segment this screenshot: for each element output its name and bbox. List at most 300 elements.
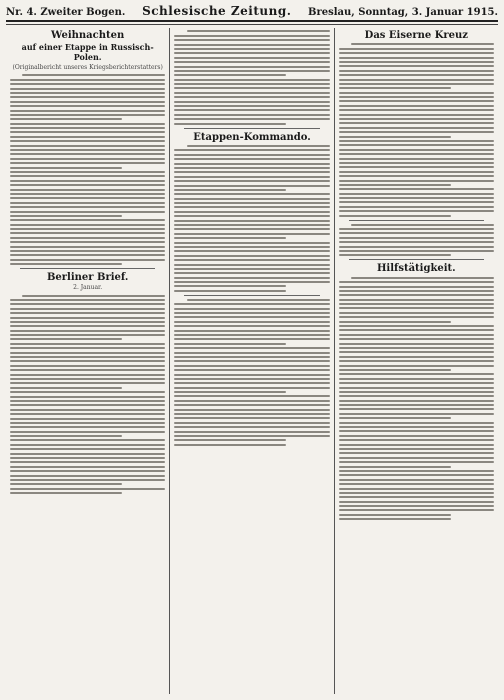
text-line: [339, 325, 494, 327]
text-line: [10, 167, 122, 169]
text-line: [174, 171, 329, 173]
text-line: [339, 365, 494, 367]
text-line: [10, 413, 165, 415]
text-line: [10, 466, 165, 468]
headline: Das Eiserne Kreuz: [364, 30, 468, 41]
text-line: [174, 374, 329, 376]
headline: Berliner Brief.: [46, 272, 129, 284]
text-line: [10, 483, 122, 485]
text-line: [339, 395, 494, 397]
text-line: [10, 171, 165, 173]
text-line: [339, 391, 494, 393]
issue-number: Nr. 4. Zweiter Bogen.: [6, 7, 126, 18]
text-line: [339, 100, 494, 102]
text-line: [10, 153, 165, 155]
text-line: [174, 123, 286, 125]
text-line: [174, 202, 329, 204]
text-line: [10, 228, 165, 230]
subheadline: auf einer Etappe in Russisch-Polen.: [21, 42, 154, 62]
text-line: [339, 474, 494, 476]
text-line: [174, 185, 329, 187]
headline: Weihnachten: [51, 30, 125, 41]
text-line: [174, 250, 329, 252]
text-line: [10, 435, 122, 437]
text-line: [174, 409, 329, 411]
text-line: [10, 338, 122, 340]
text-line: [174, 57, 329, 59]
text-line: [10, 246, 165, 248]
byline: 2. Januar.: [73, 284, 103, 292]
text-line: [339, 114, 494, 116]
text-line: [174, 365, 329, 367]
text-line: [339, 417, 451, 419]
text-line: [339, 509, 494, 511]
text-line: [174, 154, 329, 156]
text-line: [10, 453, 165, 455]
article-paragraph: [174, 145, 329, 292]
text-line: [339, 281, 494, 283]
text-line: [339, 492, 494, 494]
text-line: [339, 87, 451, 89]
text-line: [10, 263, 122, 265]
text-line: [174, 193, 329, 195]
text-line: [339, 294, 494, 296]
text-line: [10, 79, 165, 81]
text-line: [174, 211, 329, 213]
text-line: [339, 369, 451, 371]
text-line: [10, 334, 165, 336]
text-line: [10, 114, 165, 116]
text-line: [10, 374, 165, 376]
text-line: [10, 88, 165, 90]
text-line: [339, 197, 494, 199]
text-line: [174, 79, 329, 81]
text-line: [339, 166, 494, 168]
text-line: [339, 470, 494, 472]
text-line: [339, 109, 494, 111]
column-1: [6, 28, 169, 694]
text-line: [10, 475, 165, 477]
byline: (Originalbericht unseres Kriegsberichterstatters): [12, 64, 163, 71]
masthead: [6, 4, 498, 22]
text-line: [174, 413, 329, 415]
text-line: [339, 452, 494, 454]
text-line: [339, 303, 494, 305]
text-line: [339, 180, 494, 182]
text-line: [339, 312, 494, 314]
text-line: [10, 308, 165, 310]
text-line: [339, 343, 494, 345]
text-line: [10, 237, 165, 239]
text-line: [10, 96, 165, 98]
text-line: [10, 189, 165, 191]
text-line: [339, 57, 494, 59]
text-line: [339, 74, 494, 76]
text-line: [10, 330, 165, 332]
text-line: [10, 461, 165, 463]
text-line: [174, 431, 329, 433]
text-line: [339, 307, 494, 309]
text-line: [339, 171, 494, 173]
text-line: [174, 426, 329, 428]
section-divider: [349, 220, 484, 221]
text-line: [10, 127, 165, 129]
text-line: [10, 158, 165, 160]
text-line: [10, 409, 165, 411]
text-line: [339, 153, 494, 155]
text-line: [339, 237, 494, 239]
text-line: [339, 439, 494, 441]
text-line: [174, 224, 329, 226]
text-line: [10, 197, 165, 199]
text-line: [174, 395, 329, 397]
text-line: [339, 347, 494, 349]
text-line: [339, 52, 494, 54]
text-line: [10, 184, 165, 186]
text-line: [174, 290, 286, 292]
text-line: [174, 158, 329, 160]
text-line: [351, 277, 494, 279]
text-line: [339, 136, 451, 138]
text-line: [174, 259, 329, 261]
text-line: [339, 351, 494, 353]
text-line: [174, 52, 329, 54]
text-line: [339, 321, 451, 323]
text-line: [10, 175, 165, 177]
text-line: [339, 175, 494, 177]
text-line: [174, 35, 329, 37]
text-line: [10, 303, 165, 305]
article-paragraph: [10, 74, 165, 265]
text-line: [187, 299, 330, 301]
article-paragraph: [10, 295, 165, 495]
text-line: [339, 92, 494, 94]
text-line: [10, 431, 165, 433]
text-line: [339, 105, 494, 107]
text-line: [339, 448, 494, 450]
text-line: [174, 312, 329, 314]
text-line: [174, 109, 329, 111]
text-line: [10, 470, 165, 472]
text-line: [174, 391, 286, 393]
text-line: [339, 144, 494, 146]
text-line: [10, 343, 165, 345]
text-line: [174, 149, 329, 151]
text-line: [174, 422, 329, 424]
text-line: [10, 299, 165, 301]
text-line: [10, 105, 165, 107]
text-line: [10, 193, 165, 195]
text-line: [339, 206, 494, 208]
text-line: [10, 232, 165, 234]
text-line: [339, 188, 494, 190]
text-line: [10, 149, 165, 151]
text-line: [174, 325, 329, 327]
text-line: [174, 74, 286, 76]
text-line: [10, 418, 165, 420]
text-line: [339, 413, 494, 415]
text-line: [174, 92, 329, 94]
text-line: [10, 317, 165, 319]
article-paragraph: [339, 224, 494, 257]
text-line: [339, 518, 451, 520]
text-line: [174, 378, 329, 380]
text-line: [10, 136, 165, 138]
text-line: [10, 215, 122, 217]
text-line: [339, 400, 494, 402]
text-line: [339, 422, 494, 424]
text-line: [174, 61, 329, 63]
text-line: [339, 404, 494, 406]
text-line: [174, 114, 329, 116]
text-line: [174, 382, 329, 384]
text-line: [10, 369, 165, 371]
text-line: [339, 65, 494, 67]
text-line: [174, 400, 329, 402]
text-line: [174, 180, 329, 182]
text-line: [339, 131, 494, 133]
text-line: [10, 83, 165, 85]
text-line: [339, 246, 494, 248]
text-line: [10, 360, 165, 362]
text-line: [174, 444, 286, 446]
text-line: [174, 303, 329, 305]
text-line: [10, 162, 165, 164]
text-line: [339, 254, 451, 256]
text-line: [339, 408, 494, 410]
text-line: [339, 457, 494, 459]
text-line: [22, 295, 165, 297]
text-line: [339, 61, 494, 63]
text-line: [174, 228, 329, 230]
text-line: [10, 250, 165, 252]
text-line: [174, 268, 329, 270]
text-line: [339, 184, 451, 186]
text-line: [10, 241, 165, 243]
text-line: [339, 501, 494, 503]
text-line: [339, 483, 494, 485]
text-line: [174, 255, 329, 257]
text-line: [339, 378, 494, 380]
text-line: [339, 290, 494, 292]
text-line: [10, 356, 165, 358]
text-line: [10, 400, 165, 402]
text-line: [339, 444, 494, 446]
text-line: [339, 316, 494, 318]
article-paragraph: [174, 30, 329, 124]
text-line: [10, 224, 165, 226]
text-line: [174, 48, 329, 50]
dateline: Breslau, Sonntag, 3. Januar 1915.: [308, 7, 498, 18]
text-line: [174, 96, 329, 98]
text-line: [339, 496, 494, 498]
text-line: [339, 232, 494, 234]
text-line: [339, 140, 494, 142]
text-line: [174, 87, 329, 89]
text-line: [174, 272, 329, 274]
text-line: [10, 180, 165, 182]
text-line: [10, 365, 165, 367]
text-line: [22, 74, 165, 76]
text-line: [339, 70, 494, 72]
text-line: [10, 92, 165, 94]
text-line: [10, 404, 165, 406]
text-line: [174, 44, 329, 46]
text-line: [174, 215, 329, 217]
text-line: [10, 444, 165, 446]
article-paragraph: [339, 277, 494, 520]
text-line: [10, 378, 165, 380]
section-divider: [184, 128, 319, 129]
text-line: [174, 105, 329, 107]
text-line: [10, 110, 165, 112]
text-line: [174, 439, 286, 441]
text-line: [174, 198, 329, 200]
text-line: [339, 373, 494, 375]
text-line: [174, 334, 329, 336]
text-line: [10, 131, 165, 133]
text-line: [339, 158, 494, 160]
text-line: [174, 233, 329, 235]
article-paragraph: [174, 299, 329, 446]
text-line: [174, 163, 329, 165]
text-line: [174, 343, 286, 345]
text-line: [339, 338, 494, 340]
text-line: [187, 145, 330, 147]
text-line: [10, 219, 165, 221]
text-line: [10, 123, 165, 125]
masthead-rule: [6, 24, 498, 25]
text-line: [10, 118, 122, 120]
text-line: [10, 312, 165, 314]
text-line: [174, 83, 329, 85]
text-line: [339, 479, 494, 481]
text-line: [174, 417, 329, 419]
text-line: [174, 237, 286, 239]
text-line: [339, 79, 494, 81]
text-line: [174, 330, 329, 332]
text-line: [339, 228, 494, 230]
text-line: [339, 122, 494, 124]
text-line: [174, 189, 286, 191]
text-line: [174, 360, 329, 362]
headline: Etappen-Kommando.: [193, 131, 311, 143]
text-line: [10, 382, 165, 384]
text-line: [339, 426, 494, 428]
section-divider: [349, 259, 484, 260]
text-line: [339, 96, 494, 98]
text-line: [174, 404, 329, 406]
column-3: [334, 28, 498, 694]
text-line: [10, 254, 165, 256]
text-line: [174, 338, 329, 340]
newspaper-title: Schlesische Zeitung.: [142, 4, 292, 18]
text-line: [339, 210, 494, 212]
text-line: [10, 145, 165, 147]
text-line: [339, 162, 494, 164]
text-line: [351, 224, 494, 226]
text-line: [174, 70, 329, 72]
column-2: [169, 28, 333, 694]
text-line: [174, 352, 329, 354]
text-line: [339, 118, 494, 120]
text-line: [10, 321, 165, 323]
text-line: [174, 246, 329, 248]
text-line: [339, 48, 494, 50]
text-line: [174, 321, 329, 323]
text-line: [10, 211, 165, 213]
text-line: [10, 396, 165, 398]
text-line: [10, 391, 165, 393]
text-line: [10, 259, 165, 261]
text-line: [174, 277, 329, 279]
text-line: [339, 382, 494, 384]
headline: Hilfstätigkeit.: [376, 263, 456, 275]
text-line: [10, 488, 165, 490]
text-line: [339, 505, 494, 507]
text-line: [339, 360, 494, 362]
text-line: [339, 83, 494, 85]
article-paragraph: [339, 43, 494, 216]
text-line: [339, 250, 494, 252]
text-line: [339, 466, 451, 468]
text-line: [174, 316, 329, 318]
text-line: [174, 387, 329, 389]
section-divider: [20, 268, 155, 269]
text-line: [339, 435, 494, 437]
text-line: [174, 264, 329, 266]
text-line: [339, 430, 494, 432]
text-line: [351, 43, 494, 45]
text-line: [339, 193, 494, 195]
text-line: [339, 329, 494, 331]
text-line: [339, 215, 451, 217]
text-line: [174, 220, 329, 222]
text-line: [339, 127, 494, 129]
text-line: [10, 387, 122, 389]
text-line: [10, 347, 165, 349]
text-line: [174, 118, 329, 120]
text-line: [174, 176, 329, 178]
text-line: [339, 286, 494, 288]
text-line: [339, 241, 494, 243]
text-line: [10, 101, 165, 103]
text-line: [174, 347, 329, 349]
text-line: [174, 285, 286, 287]
text-line: [339, 387, 494, 389]
text-line: [174, 356, 329, 358]
text-line: [10, 426, 165, 428]
text-line: [339, 488, 494, 490]
text-line: [339, 461, 494, 463]
text-line: [174, 281, 329, 283]
text-line: [10, 206, 165, 208]
text-line: [10, 325, 165, 327]
text-line: [339, 201, 494, 203]
text-line: [10, 492, 122, 494]
text-line: [174, 435, 329, 437]
text-line: [339, 149, 494, 151]
text-line: [174, 167, 329, 169]
text-line: [339, 299, 494, 301]
text-line: [174, 242, 329, 244]
text-line: [174, 66, 329, 68]
text-line: [174, 101, 329, 103]
text-line: [10, 439, 165, 441]
text-line: [339, 514, 451, 516]
section-divider: [184, 295, 319, 296]
text-line: [174, 39, 329, 41]
